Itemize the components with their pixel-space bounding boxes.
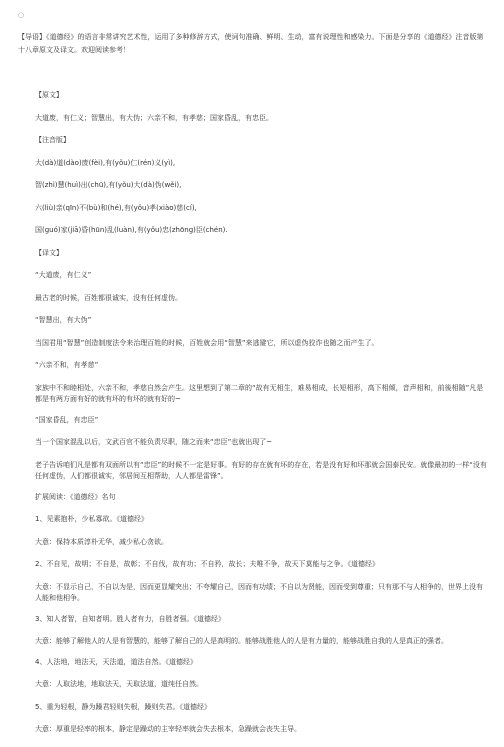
- quote-meaning: 大意：保持本质淳朴无华，减少私心贪欲。: [35, 537, 168, 546]
- section-heading-original: 【原文】: [35, 91, 63, 99]
- original-text: 大道废，有仁义；智慧出，有大伪；六亲不和，有孝慈；国家昏乱，有忠臣。: [35, 113, 273, 122]
- section-heading-pinyin: 【注音版】: [35, 136, 70, 144]
- quote-meaning: 大意：人取法地，地取法天，天取法道，道纯任自然。: [35, 680, 203, 688]
- quote-item: 2、不自见，故明；不自是，故彰；不自伐，故有功；不自矜，故长；夫唯不争，故天下莫能与之争。《道德经》: [35, 560, 379, 568]
- translation-quote: “大道废，有仁义”: [35, 271, 92, 279]
- translation-quote: “国家昏乱，有忠臣”: [35, 415, 99, 424]
- extended-reading-heading: 扩展阅读：《道德经》名句: [35, 492, 116, 501]
- pinyin-line: 智(zhì)慧(huì)出(chū),有(yǒu)大(dà)伪(wěi),: [35, 181, 182, 189]
- quote-item: 1、见素抱朴，少私寡欲。《道德经》: [35, 515, 148, 523]
- corner-mark: ○: [18, 11, 25, 19]
- translation-quote: “智慧出，有大伪”: [35, 316, 92, 324]
- commentary-text: 老子告诉咱们凡是都有双面所以有“忠臣”的时候不一定是好事。有好的存在就有坏的存在，若是没有好和坏那就会国泰民安。就像最初的一样“没有任何虚伪，人们都很诚实，邻居间互相帮助，人人都是雷锋”。: [35, 460, 487, 480]
- quote-meaning: 大意：厚重是轻率的根本，静定是躁动的主宰轻率就会失去根本，急躁就会丧失主导。: [35, 725, 301, 733]
- pinyin-line: 国(guó)家(jiā)昏(hūn)乱(luàn),有(yǒu)忠(zhōng)臣(chén).: [35, 226, 228, 234]
- translation-quote: “六亲不和，有孝慈”: [35, 361, 99, 369]
- quote-meaning: 大意：不显示自己，不自以为是，因而更显耀突出；不夸耀自己，因而有功绩；不自以为贤能，因而受到尊重；只有那不与人相争的，世界上没有人能和他相争。: [35, 582, 483, 602]
- pinyin-line: 六(liù)亲(qīn)不(bù)和(hé),有(yǒu)孝(xiào)慈(cí),: [35, 203, 197, 212]
- intro-paragraph: 【导语】《道德经》的语言非常讲究艺术性，运用了多种修辞方式，使词句准确、鲜明、生动，富有说理性和感染力。下面是分享的《道德经》注音版第十八章原文及译文。欢迎阅读参考！: [18, 33, 484, 54]
- quote-item: 4、人法地，地法天，天法道，道法自然。《道德经》: [35, 657, 197, 666]
- translation-text: 当一个国家混乱以后，文武百官不能负责尽职，随之而来“忠臣”也就出现了~: [35, 438, 273, 446]
- translation-text: 最古老的时候，百姓都很诚实，没有任何虚伪。: [35, 293, 182, 302]
- quote-item: 5、重为轻根，静为躁君轻则失根，躁则失君。《道德经》: [35, 702, 211, 711]
- quote-item: 3、知人者智，自知者明。胜人者有力，自胜者强。《道德经》: [35, 614, 225, 623]
- article-body: [18, 90, 488, 747]
- translation-text: 家族中不和睦相处，六亲不和，孝慈自然会产生。这里想到了第二章的“故有无相生，难易相成，长短相形，高下相倾，音声相和，前後相随”凡是都是有两方面有好的就有坏的有坏的就有好的~: [35, 383, 484, 403]
- section-heading-translation: 【译文】: [35, 248, 63, 257]
- translation-text: 当国君用“智慧”创造制度法令来治理百姓的时候，百姓就会用“智慧”来逃避它，所以虚伪狡诈也随之而产生了。: [35, 338, 379, 347]
- quote-meaning: 大意：能够了解他人的人是有智慧的，能够了解自己的人是高明的。能够战胜他人的人是有力量的，能够战胜自我的人是真正的强者。: [35, 637, 448, 645]
- pinyin-line: 大(dà)道(dào)废(fèi),有(yǒu)仁(rén)义(yì),: [35, 158, 176, 167]
